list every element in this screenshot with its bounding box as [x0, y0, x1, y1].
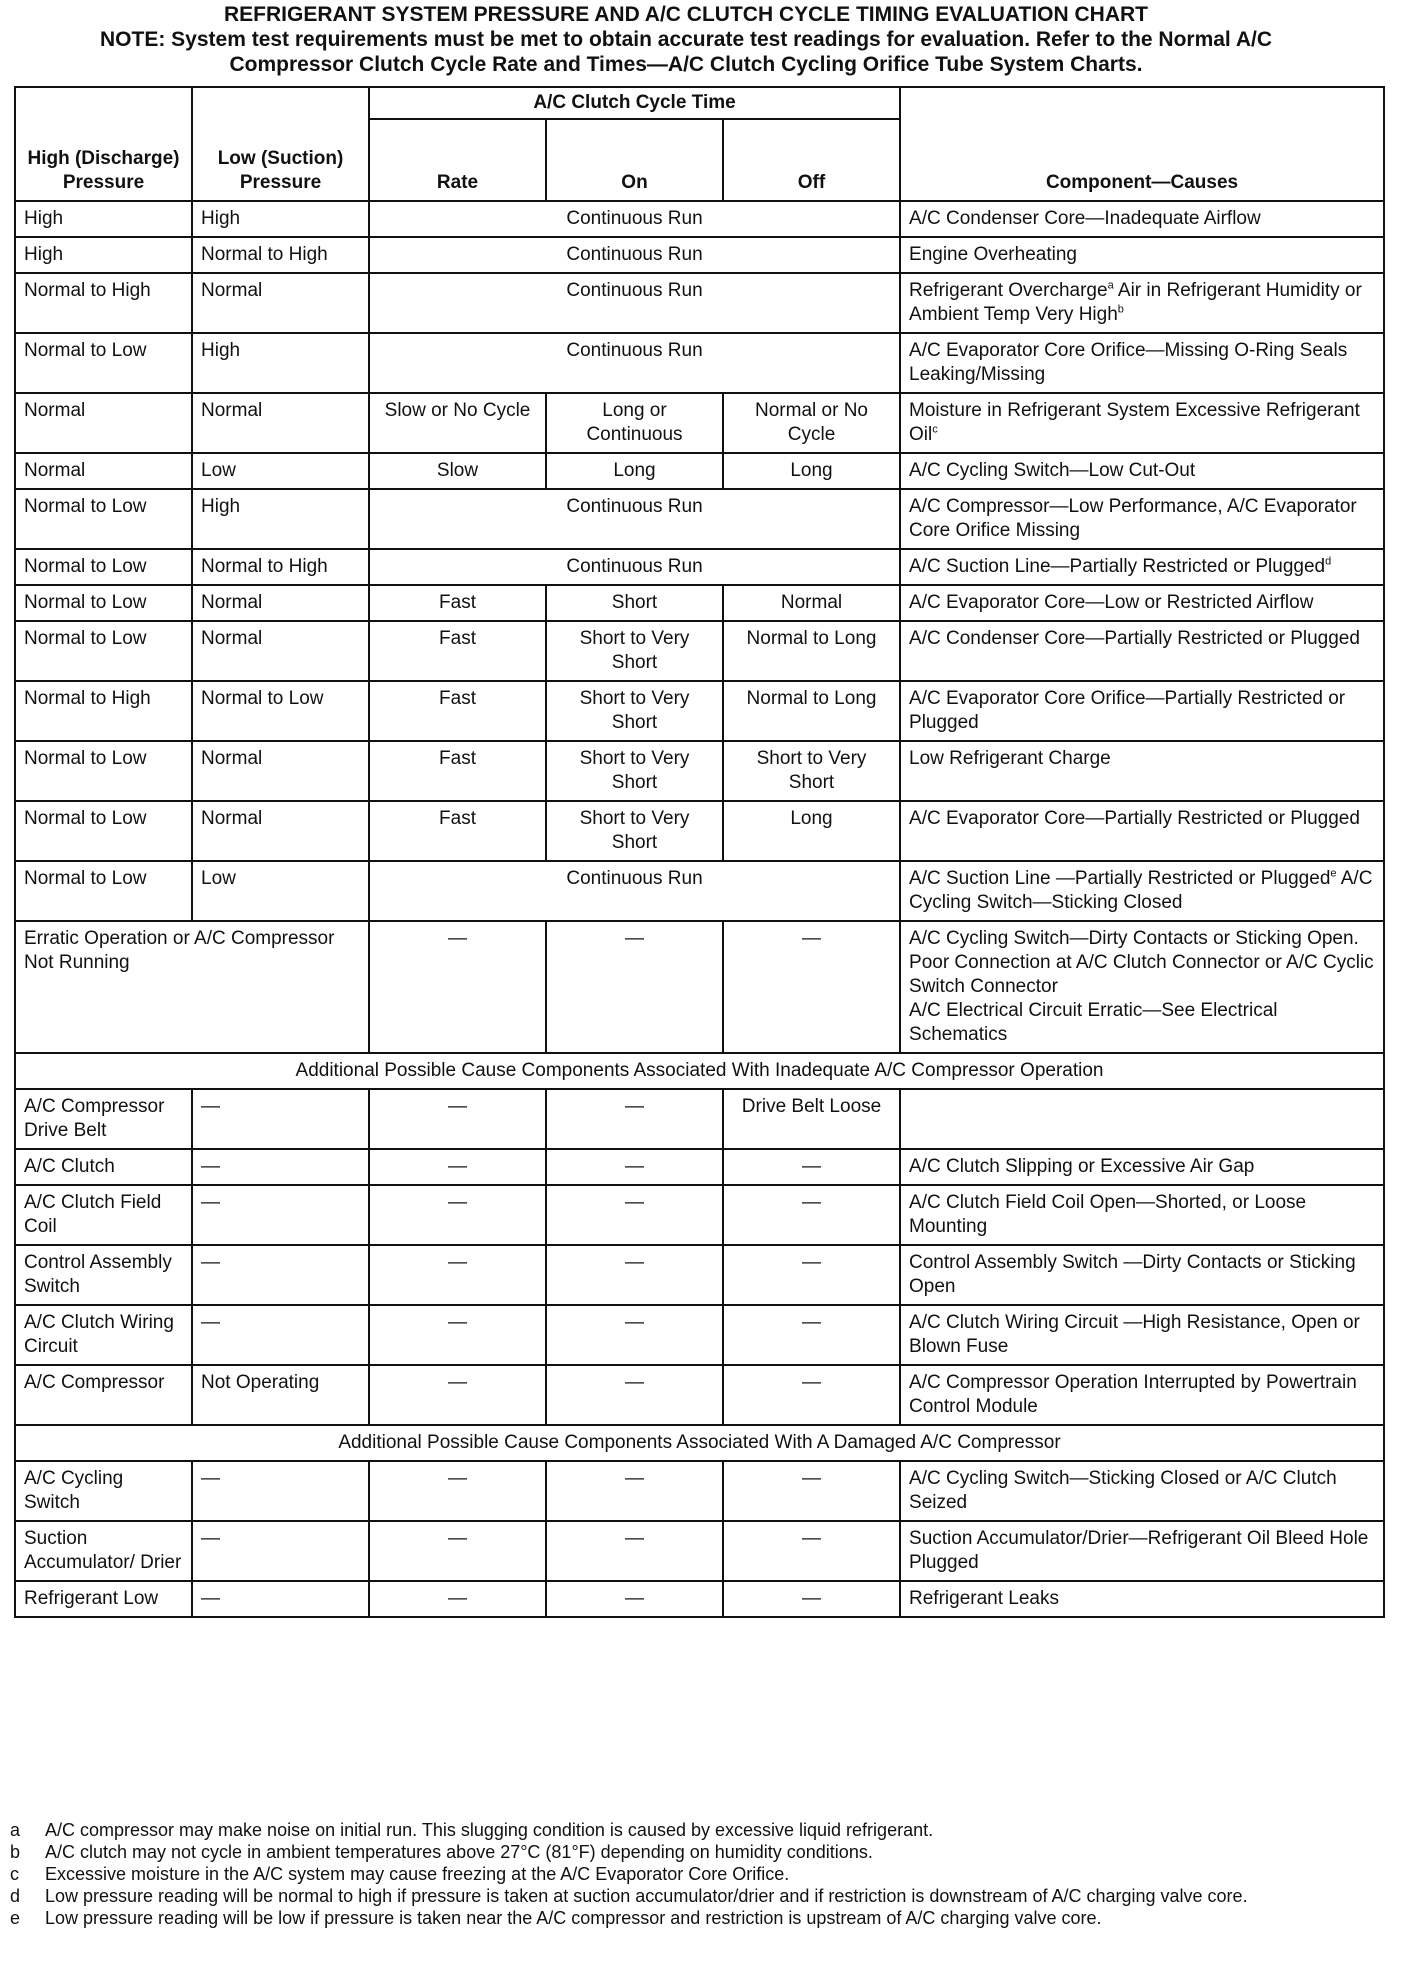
table-row [15, 549, 1384, 585]
cell-high: Normal to High [15, 681, 192, 741]
cell-cause: A/C Evaporator Core Orifice—Missing O-Ring Seals Leaking/Missing [900, 333, 1384, 393]
cell-high: High [15, 237, 192, 273]
cell-off: Long [723, 453, 900, 489]
cell-low: High [192, 333, 369, 393]
table-row [15, 1305, 1384, 1365]
cell-cause [900, 1089, 1384, 1149]
cell-low: — [192, 1089, 369, 1149]
footnote-ref: d [1325, 555, 1332, 568]
cell-high: Normal to Low [15, 621, 192, 681]
cell-low: — [192, 1149, 369, 1185]
chart-title: REFRIGERANT SYSTEM PRESSURE AND A/C CLUTCH CYCLE TIMING EVALUATION CHART [223, 3, 1148, 26]
footnote-ref: c [932, 423, 938, 436]
cell-high: Normal [15, 453, 192, 489]
cell-on: — [546, 1521, 723, 1581]
cell-on: Short to Very Short [546, 741, 723, 801]
footnote-text: Low pressure reading will be low if pressure is taken near the A/C compressor and restriction is upstream of A/C charging valve core. [45, 1908, 1102, 1928]
footnote [10, 1885, 1390, 1907]
cell-high: Normal to High [15, 273, 192, 333]
cell-cycle: Continuous Run [369, 489, 900, 549]
cell-low: Normal to High [192, 549, 369, 585]
cell-low: Normal [192, 801, 369, 861]
cell-cause: A/C Cycling Switch—Sticking Closed or A/C Clutch Seized [900, 1461, 1384, 1521]
cell-rate: Fast [369, 585, 546, 621]
cell-on: — [546, 1185, 723, 1245]
cell-cause [900, 273, 1384, 333]
cell-low: Normal to Low [192, 681, 369, 741]
table-row [15, 489, 1384, 549]
cell-cause: A/C Cycling Switch—Low Cut-Out [900, 453, 1384, 489]
cell-low: Low [192, 453, 369, 489]
cell-cause [900, 861, 1384, 921]
section-heading-row [15, 1053, 1384, 1089]
cell-off: — [723, 1245, 900, 1305]
cell-on: Long [546, 453, 723, 489]
cell-on: — [546, 921, 723, 1053]
footnotes [10, 1819, 1390, 1929]
cell-off: — [723, 1461, 900, 1521]
table-row [15, 861, 1384, 921]
cell-off: Drive Belt Loose [723, 1089, 900, 1149]
table-row [15, 1185, 1384, 1245]
table-row [15, 921, 1384, 1053]
cell-cause: Low Refrigerant Charge [900, 741, 1384, 801]
cell-low: High [192, 489, 369, 549]
cell-on: Long or Continuous [546, 393, 723, 453]
cell-rate: — [369, 1305, 546, 1365]
cell-cause: A/C Evaporator Core Orifice—Partially Restricted or Plugged [900, 681, 1384, 741]
cell-low: — [192, 1185, 369, 1245]
cell-off: — [723, 1185, 900, 1245]
cell-high: A/C Cycling Switch [15, 1461, 192, 1521]
cell-rate: — [369, 1089, 546, 1149]
cause-text: A/C Suction Line —Partially Restricted or Plugged [909, 868, 1331, 889]
table-row [15, 273, 1384, 333]
cell-cause: A/C Condenser Core—Partially Restricted or Plugged [900, 621, 1384, 681]
cell-high: Normal to Low [15, 549, 192, 585]
cell-low: Not Operating [192, 1365, 369, 1425]
cell-high-low: Erratic Operation or A/C Compressor Not Running [15, 921, 369, 1053]
cell-high: A/C Clutch [15, 1149, 192, 1185]
cell-high: Normal to Low [15, 333, 192, 393]
cell-cause: A/C Compressor Operation Interrupted by Powertrain Control Module [900, 1365, 1384, 1425]
cause-text: Refrigerant Overcharge [909, 280, 1108, 301]
cell-cycle: Continuous Run [369, 273, 900, 333]
table-row [15, 681, 1384, 741]
cell-low: — [192, 1461, 369, 1521]
cell-on: Short [546, 585, 723, 621]
col-off: Off [723, 119, 900, 201]
cell-rate: Slow or No Cycle [369, 393, 546, 453]
cell-rate: Slow [369, 453, 546, 489]
table-row [15, 1581, 1384, 1617]
cell-rate: — [369, 1365, 546, 1425]
table-row [15, 741, 1384, 801]
cell-low: — [192, 1581, 369, 1617]
table-row [15, 1365, 1384, 1425]
footnote-ref: a [1107, 279, 1114, 292]
footnote-letter: d [10, 1886, 21, 1906]
cell-on: — [546, 1365, 723, 1425]
cause-text: A/C Suction Line—Partially Restricted or Plugged [909, 556, 1326, 577]
cell-rate: Fast [369, 741, 546, 801]
cell-cycle: Continuous Run [369, 333, 900, 393]
cell-cause: A/C Evaporator Core—Partially Restricted or Plugged [900, 801, 1384, 861]
cell-high: Normal to Low [15, 585, 192, 621]
cause-text: A/C Electrical Circuit Erratic—See Electrical Schematics [909, 1000, 1278, 1045]
cell-rate: — [369, 1461, 546, 1521]
cause-text: A/C Cycling Switch—Dirty Contacts or Sticking Open. [909, 928, 1359, 949]
cell-low: Normal [192, 741, 369, 801]
evaluation-table [14, 86, 1385, 1618]
cell-low: Normal [192, 585, 369, 621]
cell-low: Normal to High [192, 237, 369, 273]
cell-cause: A/C Clutch Field Coil Open—Shorted, or Loose Mounting [900, 1185, 1384, 1245]
footnote-text: A/C clutch may not cycle in ambient temperatures above 27°C (81°F) depending on humidity conditions. [45, 1842, 873, 1862]
cause-text: Poor Connection at A/C Clutch Connector or A/C Cyclic Switch Connector [909, 952, 1374, 997]
cell-high: Control Assembly Switch [15, 1245, 192, 1305]
table-row [15, 393, 1384, 453]
cell-rate: — [369, 1149, 546, 1185]
col-component-causes: Component—Causes [900, 87, 1384, 201]
table-row [15, 1461, 1384, 1521]
table-row [15, 1245, 1384, 1305]
table-row [15, 201, 1384, 237]
cause-text: Moisture in Refrigerant System Excessive Refrigerant Oil [909, 400, 1360, 445]
cell-low: Low [192, 861, 369, 921]
cell-off: Normal to Long [723, 681, 900, 741]
cell-off: — [723, 1581, 900, 1617]
cell-off: — [723, 1305, 900, 1365]
cell-cause [900, 549, 1384, 585]
footnote-text: Excessive moisture in the A/C system may cause freezing at the A/C Evaporator Core Orifice. [45, 1864, 790, 1884]
cell-high: Suction Accumulator/ Drier [15, 1521, 192, 1581]
cell-high: Normal to Low [15, 861, 192, 921]
table-row [15, 453, 1384, 489]
cell-rate: — [369, 1521, 546, 1581]
cell-high: High [15, 201, 192, 237]
footnote-text: A/C compressor may make noise on initial run. This slugging condition is caused by excessive liquid refrigerant. [45, 1820, 934, 1840]
cell-cause: Control Assembly Switch —Dirty Contacts or Sticking Open [900, 1245, 1384, 1305]
cell-high: Normal to Low [15, 801, 192, 861]
cell-high: Normal to Low [15, 489, 192, 549]
cell-rate: — [369, 1245, 546, 1305]
cell-low: Normal [192, 621, 369, 681]
cell-off: Short to Very Short [723, 741, 900, 801]
footnote-letter: b [10, 1842, 21, 1862]
cell-on: — [546, 1461, 723, 1521]
cell-on: — [546, 1149, 723, 1185]
col-on: On [546, 119, 723, 201]
cell-cause: Refrigerant Leaks [900, 1581, 1384, 1617]
table-row [15, 621, 1384, 681]
footnote-ref: b [1117, 303, 1124, 316]
cell-cycle: Continuous Run [369, 549, 900, 585]
table-row [15, 237, 1384, 273]
cell-high: Refrigerant Low [15, 1581, 192, 1617]
cell-off: Normal to Long [723, 621, 900, 681]
cell-cause: A/C Clutch Slipping or Excessive Air Gap [900, 1149, 1384, 1185]
cell-rate: Fast [369, 621, 546, 681]
cell-high: A/C Clutch Wiring Circuit [15, 1305, 192, 1365]
section-heading-row [15, 1425, 1384, 1461]
cell-cause: A/C Compressor—Low Performance, A/C Evaporator Core Orifice Missing [900, 489, 1384, 549]
table-row [15, 1149, 1384, 1185]
cell-cause: Engine Overheating [900, 237, 1384, 273]
cell-rate: Fast [369, 681, 546, 741]
cell-off: — [723, 1521, 900, 1581]
cell-on: Short to Very Short [546, 681, 723, 741]
cell-on: — [546, 1089, 723, 1149]
cell-cycle: Continuous Run [369, 861, 900, 921]
cell-low: High [192, 201, 369, 237]
cell-rate: — [369, 1581, 546, 1617]
col-group-clutch-cycle: A/C Clutch Cycle Time [369, 87, 900, 119]
cell-high: Normal [15, 393, 192, 453]
footnote [10, 1841, 1390, 1863]
cause-text: A/C Cycling Switch—Sticking Closed [909, 868, 1373, 913]
cell-cause: Suction Accumulator/Drier—Refrigerant Oil Bleed Hole Plugged [900, 1521, 1384, 1581]
footnote [10, 1819, 1390, 1841]
cell-on: — [546, 1581, 723, 1617]
cell-low: — [192, 1245, 369, 1305]
cell-cause [900, 921, 1384, 1053]
cell-rate: Fast [369, 801, 546, 861]
cell-on: Short to Very Short [546, 621, 723, 681]
cell-off: Long [723, 801, 900, 861]
cell-high: A/C Clutch Field Coil [15, 1185, 192, 1245]
table-row [15, 801, 1384, 861]
cell-rate: — [369, 1185, 546, 1245]
table-row [15, 333, 1384, 393]
cell-cause: A/C Evaporator Core—Low or Restricted Airflow [900, 585, 1384, 621]
footnote [10, 1907, 1390, 1929]
cause-text: Air in Refrigerant Humidity or Ambient Temp Very High [909, 280, 1362, 325]
cell-off: Normal [723, 585, 900, 621]
cell-cycle: Continuous Run [369, 201, 900, 237]
cell-low: — [192, 1521, 369, 1581]
cell-high: Normal to Low [15, 741, 192, 801]
cell-high: A/C Compressor [15, 1365, 192, 1425]
footnote-letter: a [10, 1820, 21, 1840]
footnote-ref: e [1330, 867, 1337, 880]
cell-on: Short to Very Short [546, 801, 723, 861]
cell-off: — [723, 921, 900, 1053]
cell-on: — [546, 1305, 723, 1365]
cell-high: A/C Compressor Drive Belt [15, 1089, 192, 1149]
table-row [15, 1089, 1384, 1149]
chart-note-line-2: Compressor Clutch Cycle Rate and Times—A/C Clutch Cycling Orifice Tube System Charts. [229, 53, 1143, 76]
cell-cause [900, 393, 1384, 453]
chart-heading [0, 2, 1372, 77]
cell-on: — [546, 1245, 723, 1305]
col-rate: Rate [369, 119, 546, 201]
cell-low: — [192, 1305, 369, 1365]
footnote [10, 1863, 1390, 1885]
footnote-letter: e [10, 1908, 21, 1928]
cell-off: — [723, 1149, 900, 1185]
cell-rate: — [369, 921, 546, 1053]
table-row [15, 1521, 1384, 1581]
col-high-pressure: High (Discharge) Pressure [15, 87, 192, 201]
cell-off: Normal or No Cycle [723, 393, 900, 453]
table-row [15, 585, 1384, 621]
cell-cycle: Continuous Run [369, 237, 900, 273]
section-heading: Additional Possible Cause Components Associated With Inadequate A/C Compressor Operation [15, 1053, 1384, 1089]
footnote-text: Low pressure reading will be normal to high if pressure is taken at suction accumulator/drier and if restriction is downstream of A/C charging valve core. [45, 1886, 1248, 1906]
cell-cause: A/C Clutch Wiring Circuit —High Resistance, Open or Blown Fuse [900, 1305, 1384, 1365]
col-low-pressure: Low (Suction) Pressure [192, 87, 369, 201]
cell-cause: A/C Condenser Core—Inadequate Airflow [900, 201, 1384, 237]
section-heading: Additional Possible Cause Components Associated With A Damaged A/C Compressor [15, 1425, 1384, 1461]
cell-off: — [723, 1365, 900, 1425]
footnote-letter: c [10, 1864, 19, 1884]
cell-low: Normal [192, 273, 369, 333]
chart-note-line-1: NOTE: System test requirements must be met to obtain accurate test readings for evaluation. Refer to the Normal A/C [100, 28, 1272, 51]
cell-low: Normal [192, 393, 369, 453]
